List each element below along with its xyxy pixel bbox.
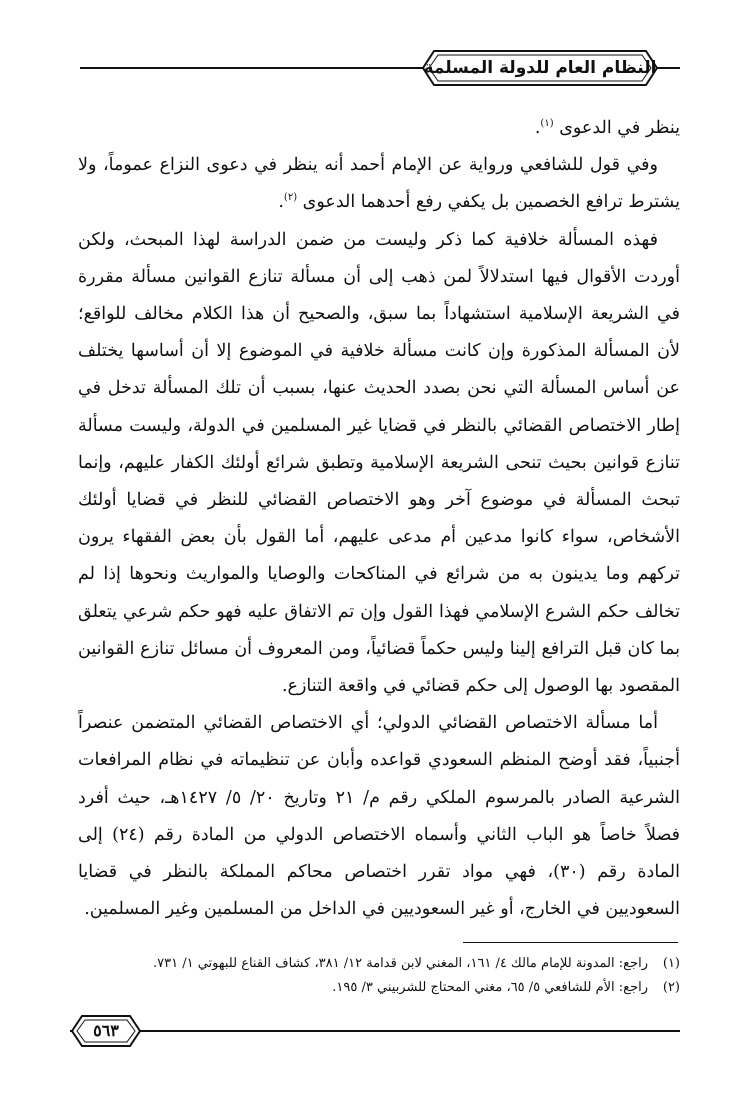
footnote <box>78 952 680 976</box>
footnotes <box>78 952 680 1000</box>
paragraph <box>78 147 680 221</box>
footnote <box>78 976 680 1000</box>
footnote-number: (٢) <box>662 980 680 995</box>
footer-rule <box>70 1030 680 1032</box>
paragraph <box>78 222 680 706</box>
paragraph <box>78 705 680 928</box>
page-number: ٥٦٣ <box>93 1021 119 1040</box>
page-footer <box>70 1012 680 1050</box>
footnote-text: راجع: الأم للشافعي ٥/ ٦٥، مغني المحتاج للشربيني ٣/ ١٩٥. <box>332 980 648 995</box>
running-header <box>80 40 680 96</box>
header-title-frame <box>420 48 660 88</box>
footnote-separator <box>463 942 678 943</box>
paragraph-text: وفي قول للشافعي ورواية عن الإمام أحمد أنه ينظر في دعوى النزاع عموماً، ولا يشترط ترافع الخصمين بل يكفي رفع أحدهما الدعوى <box>78 155 680 213</box>
footnote-text: راجع: المدونة للإمام مالك ٤/ ١٦١، المغني لابن قدامة ١٢/ ٣٨١، كشاف القناع للبهوتي ١/ ٧٣١. <box>152 956 648 971</box>
footnote-ref[interactable]: (١) <box>540 118 554 130</box>
paragraph-end-mark: . <box>534 118 541 138</box>
page-number-frame <box>70 1014 142 1048</box>
paragraph-text: فهذه المسألة خلافية كما ذكر وليست من ضمن الدراسة لهذا المبحث، ولكن أوردت الأقوال فيها استدلالاً لمن ذهب إلى أن مسألة تنازع القوانين مسألة مقررة في الشريعة الإسلامية استشهاداً بما سبق، والصحيح أن هذا الكلام مخالف للواقع؛ لأن المسألة المذكورة وإن كانت مسألة خلافية في الموضوع إلا أن أساسها يختلف عن أساس المسألة التي نحن بصدد الحديث عنها، بسبب أن تلك المسألة تدخل في إطار الاختصاص القضائي بالنظر في قضايا غير المسلمين في الدولة، وليست مسألة تنازع قوانين بحيث تنحى الشريعة الإسلامية وتطبق شرائع أولئك الكفار عليهم، وإنما تبحث المسألة في موضوع آخر وهو الاختصاص القضائي للنظر في قضايا أولئك الأشخاص، سواء كانوا مدعين أم مدعى عليهم، أما القول بأن بعض الفقهاء يرون تركهم وما يدينون به من شرائع في المناكحات والوصايا والمواريث ونحوها إذا لم تخالف حكم الشرع الإسلامي فهذا القول وإن تم الاتفاق عليه فهو حكم شرعي يتعلق بما كان قبل الترافع إلينا وليس حكماً قضائياً، ومن المعروف أن مسائل تنازع القوانين المقصود بها الوصول إلى حكم قضائي في واقعة التنازع. <box>78 229 680 697</box>
paragraph-end-mark: . <box>278 192 284 213</box>
paragraph-text: أما مسألة الاختصاص القضائي الدولي؛ أي الاختصاص القضائي المتضمن عنصراً أجنبياً، فقد أوضح المنظم السعودي قواعده وأبان عن تنظيماته في نظام المرافعات الشرعية الصادر بالمرسوم الملكي رقم م/ ٢١ وتاريخ ٢٠/ ٥/ ١٤٢٧هـ، حيث أفرد فصلاً خاصاً هو الباب الثاني وأسماه الاختصاص الدولي من المادة رقم (٢٤) إلى المادة رقم (٣٠)، فهي مواد تقرر اختصاص محاكم المملكة بالنظر في قضايا السعوديين في الخارج، أو غير السعوديين في الداخل من المسلمين وغير المسلمين. <box>78 713 680 920</box>
footnote-ref[interactable]: (٢) <box>283 192 298 204</box>
book-title: النظام العام للدولة المسلمة <box>423 58 657 78</box>
paragraph-text: ينظر في الدعوى <box>559 118 680 138</box>
main-text <box>78 110 680 928</box>
footnote-number: (١) <box>662 956 680 971</box>
paragraph <box>78 110 680 147</box>
